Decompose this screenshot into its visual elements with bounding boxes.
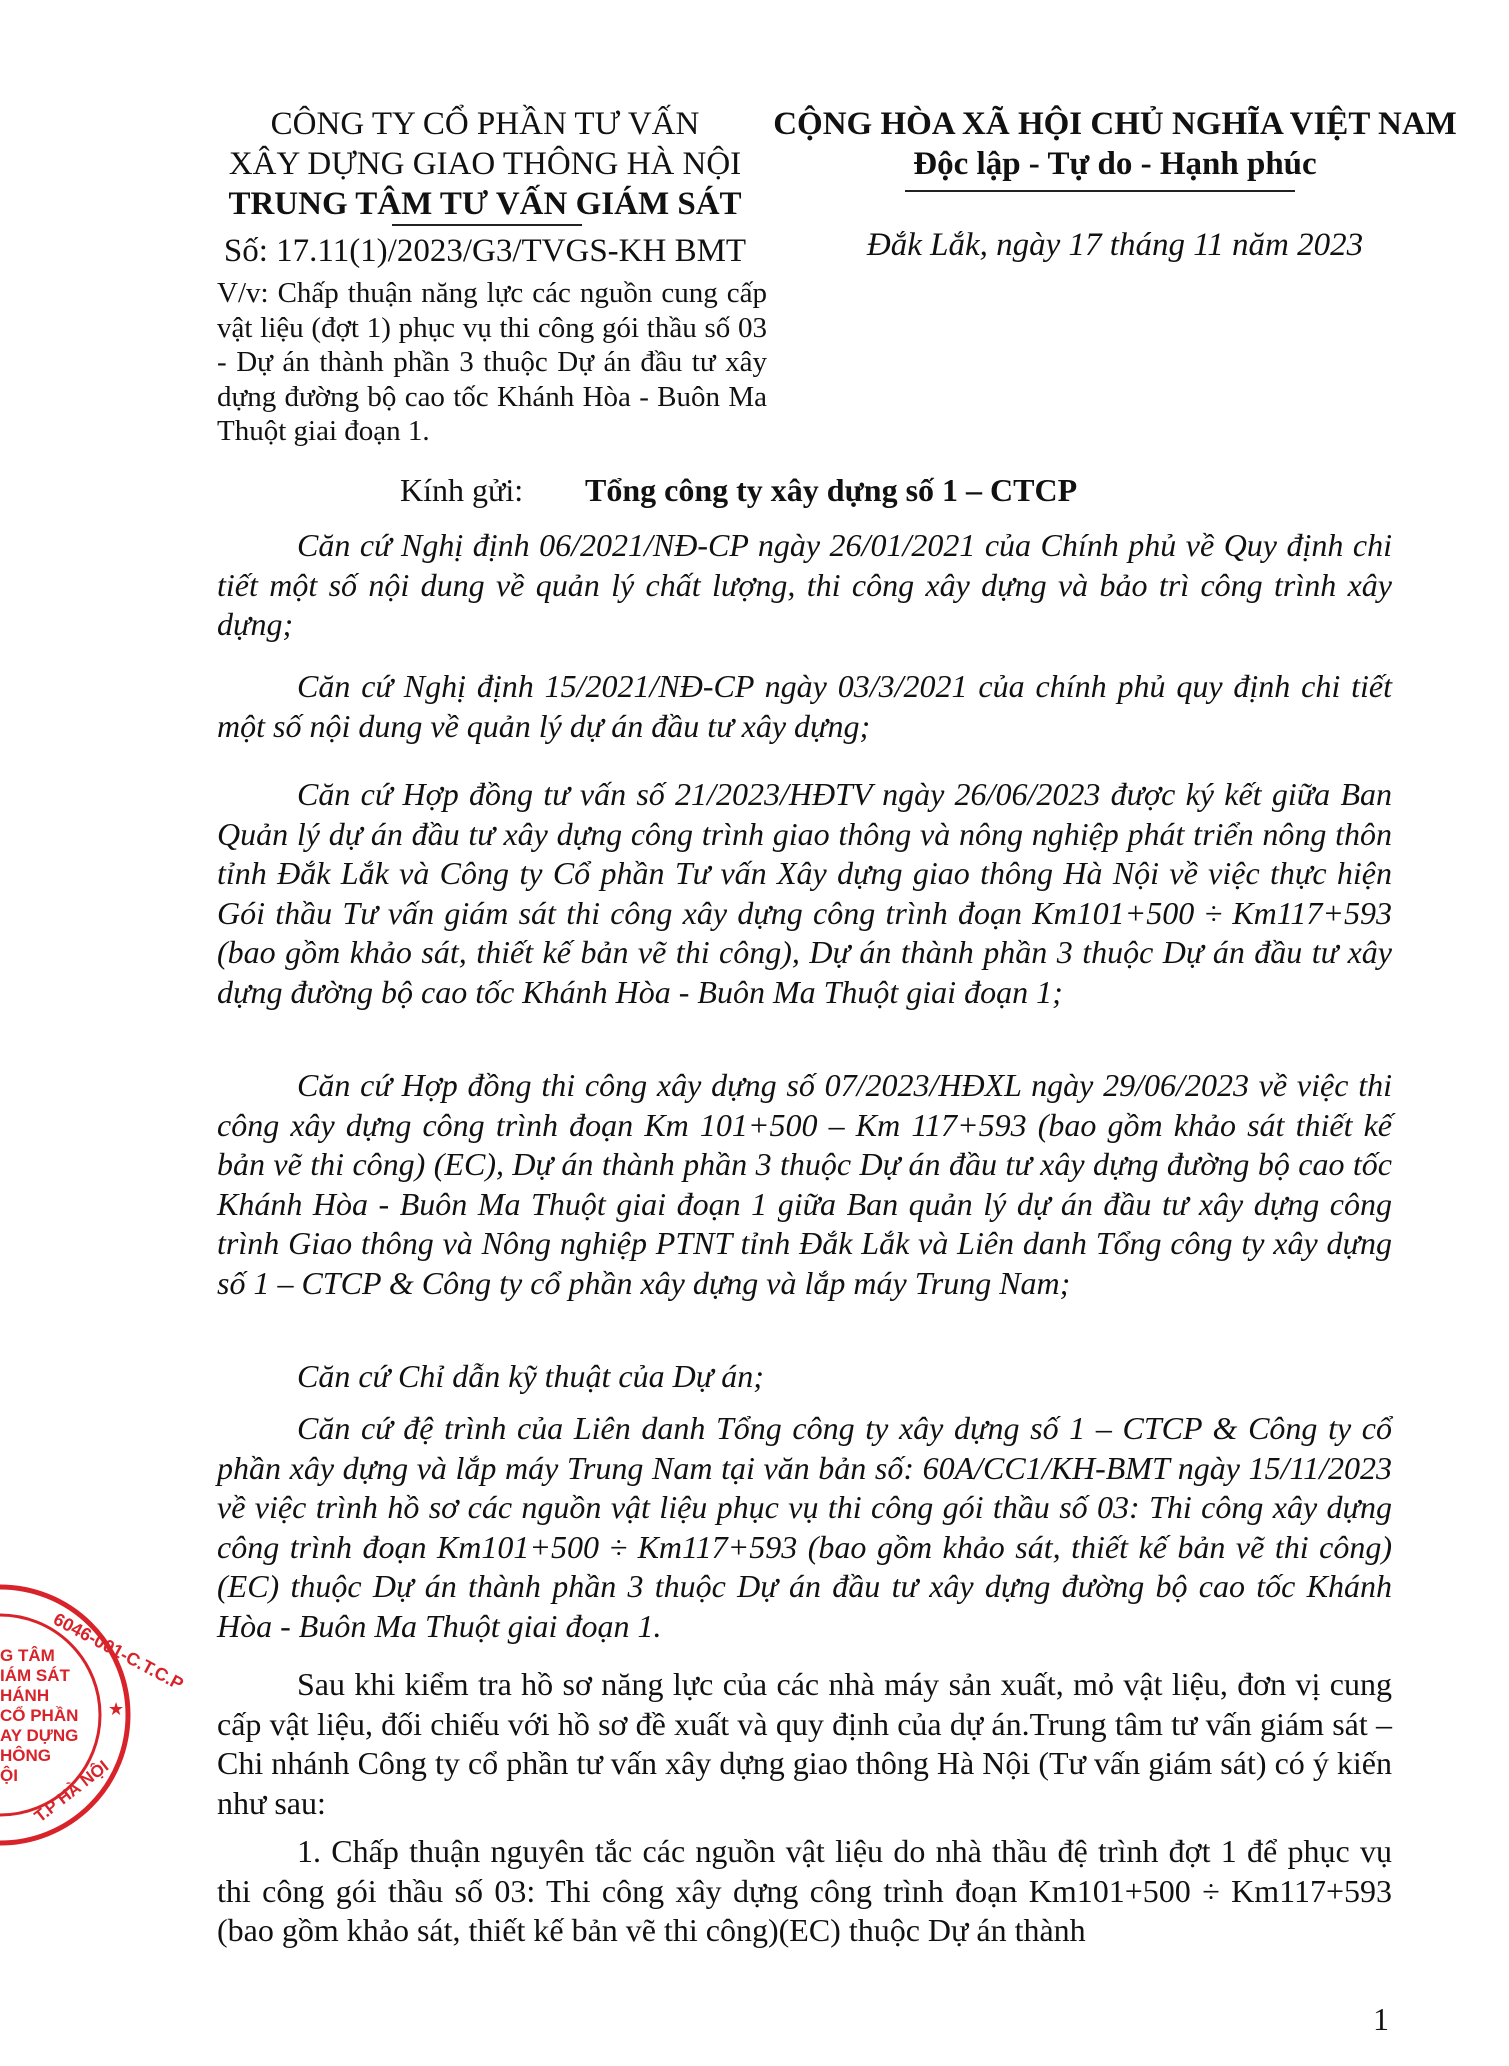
org-unit-name: TRUNG TÂM TƯ VẤN GIÁM SÁT (228, 186, 742, 222)
legal-basis-technical-guide: Căn cứ Chỉ dẫn kỹ thuật của Dự án; (297, 1358, 764, 1394)
org-underline (392, 224, 582, 226)
seal-code: 6046-001-C.T.C.P (50, 1608, 187, 1695)
recipient-label: Kính gửi: (400, 472, 524, 508)
legal-basis-decree-06: Căn cứ Nghị định 06/2021/NĐ-CP ngày 26/01/2021 của Chính phủ về Quy định chi tiết một số nội dung về quản lý chất lượng, thi công xây dựng và bảo trì công trình xây dựng; (217, 527, 1392, 642)
legal-basis-construction-contract: Căn cứ Hợp đồng thi công xây dựng số 07/2023/HĐXL ngày 29/06/2023 về việc thi công xây dựng công trình đoạn Km 101+500 – Km 117+593 (bao gồm khảo sát thiết kế bản vẽ thi công) (EC), Dự án thành phần 3 thuộc Dự án đầu tư xây dựng đường bộ cao tốc Khánh Hòa - Buôn Ma Thuột giai đoạn 1 giữa Ban quản lý dự án đầu tư xây dựng công trình Giao thông và Nông nghiệp PTNT tỉnh Đắk Lắk và Liên danh Tổng công ty xây dựng số 1 – CTCP & Công ty cổ phần xây dựng và lắp máy Trung Nam; (217, 1067, 1392, 1301)
seal-text-4: CỔ PHẦN (0, 1706, 79, 1725)
seal-text-1: G TÂM (0, 1646, 55, 1665)
seal-text-5: AY DỰNG (0, 1726, 79, 1745)
seal-star-icon: ★ (108, 1699, 125, 1719)
page-number: 1 (1373, 2001, 1389, 2037)
legal-basis-decree-15: Căn cứ Nghị định 15/2021/NĐ-CP ngày 03/3/2021 của chính phủ quy định chi tiết một số nội dung về quản lý dự án đầu tư xây dựng; (217, 668, 1392, 744)
subject-line: V/v: Chấp thuận năng lực các nguồn cung cấp vật liệu (đợt 1) phục vụ thi công gói thầu số 03 - Dự án thành phần 3 thuộc Dự án đầu tư xây dựng đường bộ cao tốc Khánh Hòa - Buôn Ma Thuột giai đoạn 1. (217, 277, 767, 447)
seal-text-3: HÁNH (0, 1686, 50, 1705)
motto-underline (905, 190, 1295, 192)
company-seal (0, 1575, 187, 1855)
legal-basis-consulting-contract: Căn cứ Hợp đồng tư vấn số 21/2023/HĐTV ngày 26/06/2023 được ký kết giữa Ban Quản lý dự án đầu tư xây dựng công trình giao thông và nông nghiệp phát triển nông thôn tỉnh Đắk Lắk và Công ty Cổ phần Tư vấn Xây dựng giao thông Hà Nội về việc thực hiện Gói thầu Tư vấn giám sát thi công xây dựng công trình đoạn Km101+500 ÷ Km117+593 (bao gồm khảo sát, thiết kế bản vẽ thi công), Dự án thành phần 3 thuộc Dự án đầu tư xây dựng đường bộ cao tốc Khánh Hòa - Buôn Ma Thuột giai đoạn 1; (217, 776, 1392, 1010)
seal-graphic (0, 1575, 187, 1855)
supervisor-opinion-intro: Sau khi kiểm tra hồ sơ năng lực của các nhà máy sản xuất, mỏ vật liệu, đơn vị cung cấp vật liệu, đối chiếu với hồ sơ đề xuất và quy định của dự án.Trung tâm tư vấn giám sát – Chi nhánh Công ty cổ phần tư vấn xây dựng giao thông Hà Nội (Tư vấn giám sát) có ý kiến như sau: (217, 1666, 1392, 1821)
national-motto: Độc lập - Tự do - Hạnh phúc (913, 146, 1317, 182)
seal-city: T.P HÀ NỘI (30, 1756, 113, 1827)
legal-basis-submission: Căn cứ đệ trình của Liên danh Tổng công ty xây dựng số 1 – CTCP & Công ty cổ phần xây dựng và lắp máy Trung Nam tại văn bản số: 60A/CC1/KH-BMT ngày 15/11/2023 về việc trình hồ sơ các nguồn vật liệu phục vụ thi công gói thầu số 03: Thi công xây dựng công trình đoạn Km101+500 ÷ Km117+593 (bao gồm khảo sát, thiết kế bản vẽ thi công) (EC) thuộc Dự án thành phần 3 thuộc Dự án đầu tư xây dựng đường bộ cao tốc Khánh Hòa - Buôn Ma Thuột giai đoạn 1. (217, 1410, 1392, 1644)
place-date: Đắk Lắk, ngày 17 tháng 11 năm 2023 (866, 227, 1364, 263)
seal-text-6: HÔNG (0, 1746, 51, 1765)
opinion-item-1: 1. Chấp thuận nguyên tắc các nguồn vật liệu do nhà thầu đệ trình đợt 1 để phục vụ thi công gói thầu số 03: Thi công xây dựng công trình đoạn Km101+500 ÷ Km117+593 (bao gồm khảo sát, thiết kế bản vẽ thi công)(EC) thuộc Dự án thành (217, 1833, 1392, 1948)
org-name-line1: CÔNG TY CỔ PHẦN TƯ VẤN (270, 106, 700, 142)
org-name-line2: XÂY DỰNG GIAO THÔNG HÀ NỘI (228, 146, 742, 182)
recipient-name: Tổng công ty xây dựng số 1 – CTCP (585, 472, 1078, 508)
nation-title: CỘNG HÒA XÃ HỘI CHỦ NGHĨA VIỆT NAM (773, 106, 1457, 142)
seal-text-7: ỘI (0, 1766, 18, 1785)
document-number: Số: 17.11(1)/2023/G3/TVGS-KH BMT (223, 233, 747, 269)
seal-text-2: IÁM SÁT (0, 1666, 70, 1685)
